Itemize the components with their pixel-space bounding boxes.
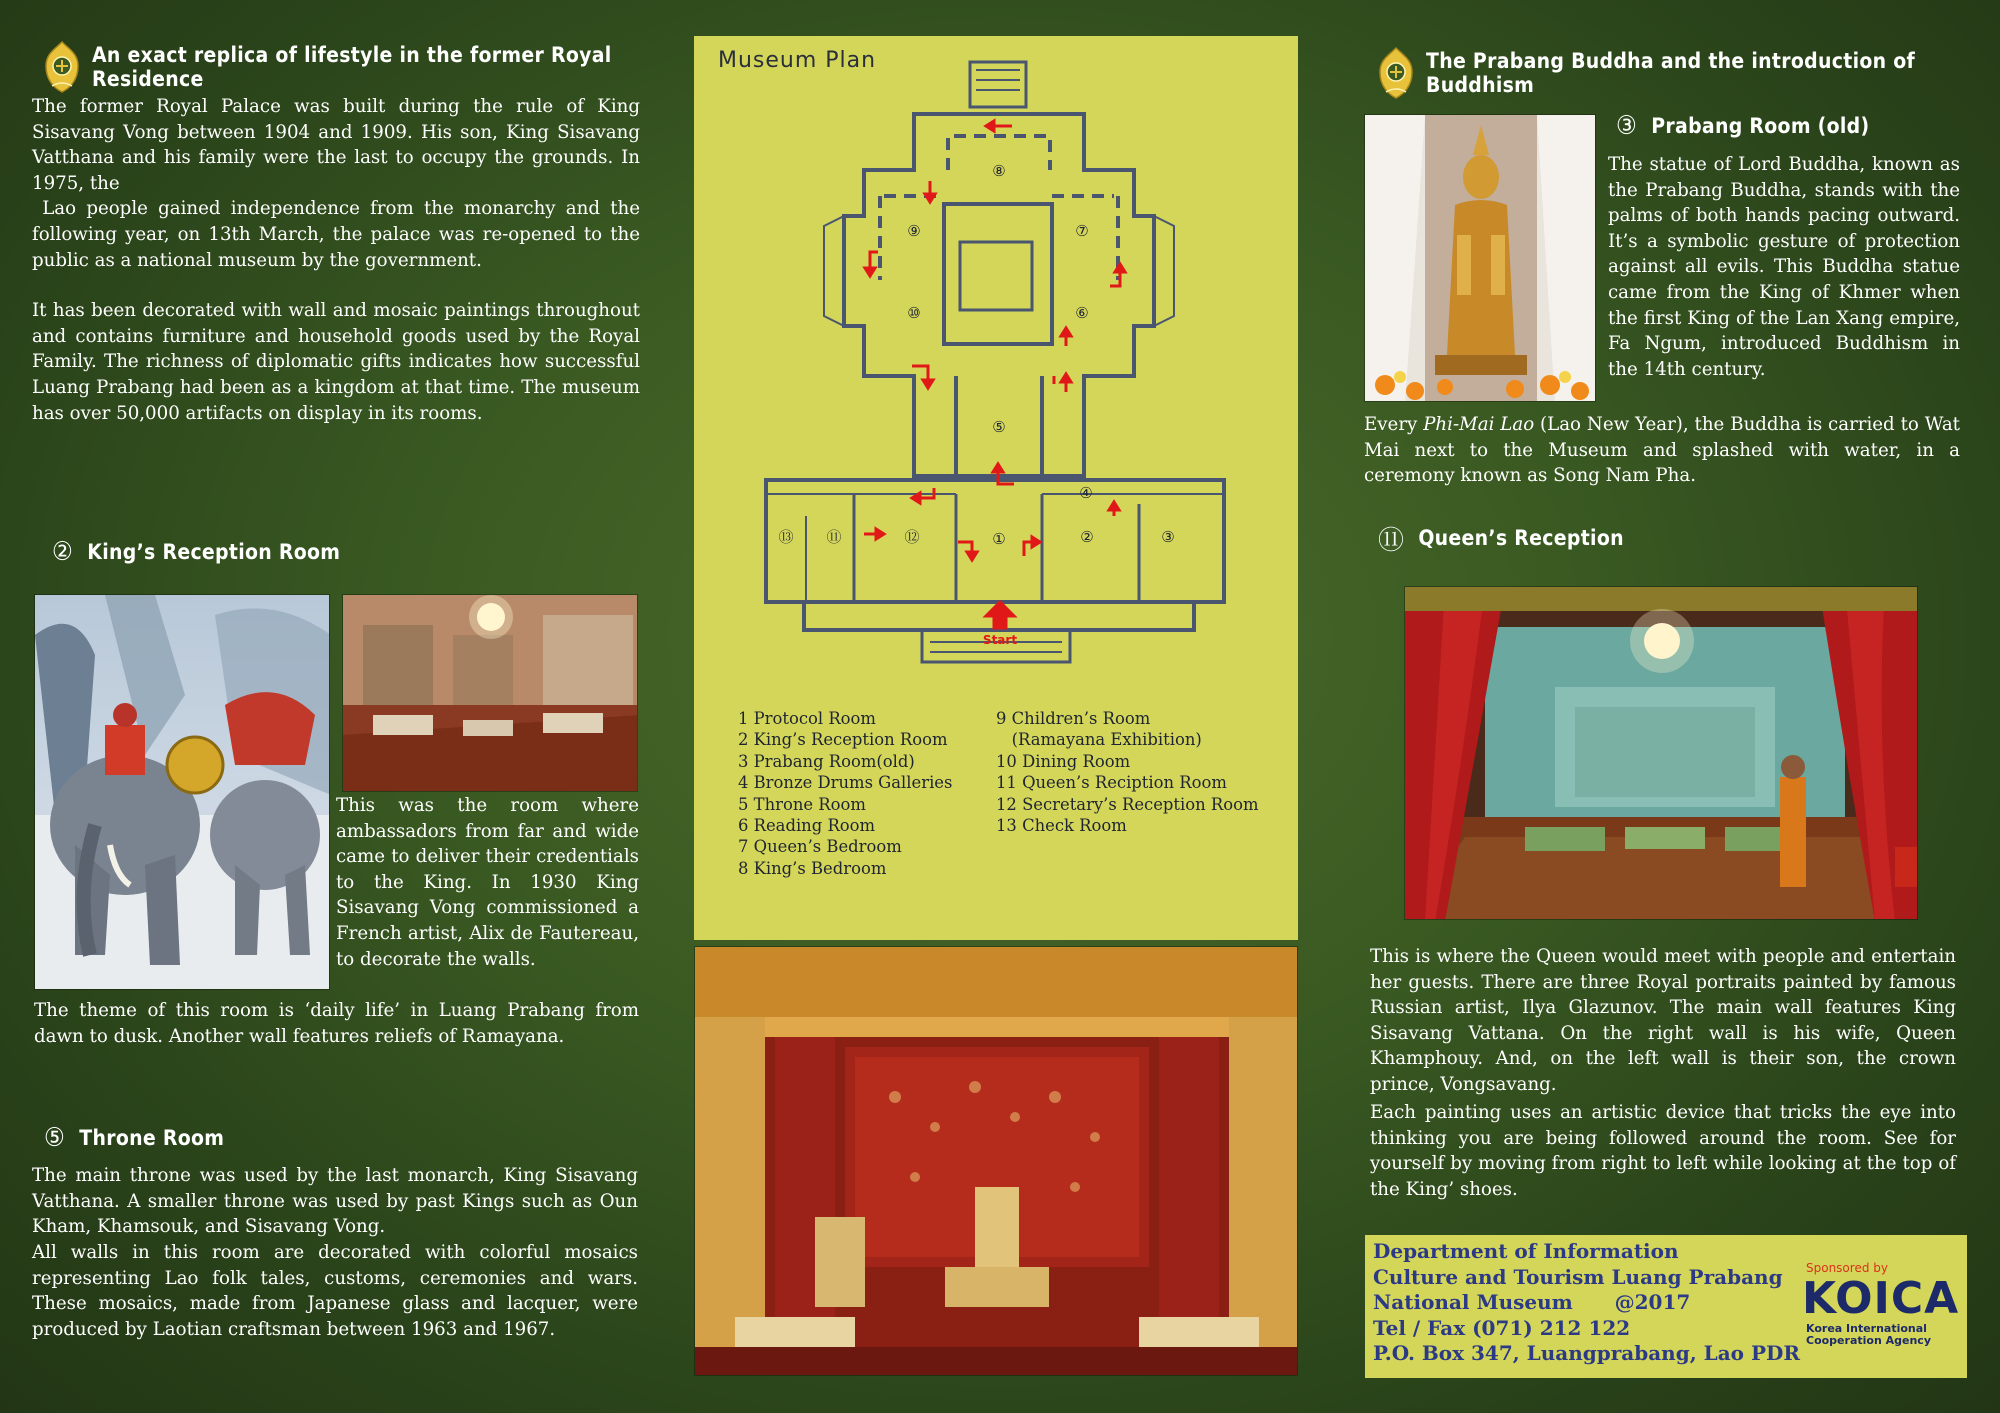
phi-mai-text-pre: Every bbox=[1364, 414, 1424, 435]
royal-paragraph-2: It has been decorated with wall and mosaic paintings throughout and contains furniture and household goods used by the Royal Family. The richness of diplomatic gifts indicates how successful Luang Prabang had been as a kingdom at that time. The museum has over 50,000 artifacts on display in its rooms. bbox=[32, 300, 640, 424]
left-column bbox=[32, 40, 646, 426]
legend-item: 9 Children’s Room bbox=[996, 709, 1151, 728]
address-line: P.O. Box 347, Luangprabang, Lao PDR bbox=[1373, 1341, 1800, 1365]
royal-emblem-icon bbox=[1374, 46, 1418, 100]
sponsored-by-label: Sponsored by bbox=[1806, 1261, 1888, 1275]
department-line: National Museum @2017 bbox=[1373, 1290, 1691, 1314]
legend-item: 1 Protocol Room bbox=[738, 709, 876, 728]
plan-legend-right bbox=[996, 708, 1259, 836]
museum-plan-panel bbox=[694, 36, 1298, 940]
prabang-room-paragraph: The statue of Lord Buddha, known as the Prabang Buddha, stands with the palms of both hands pacing outward. It’s a symbolic gesture of protection against all evils. This Buddha statue came from the King of Khmer when the first King of the Lan Xang empire, Fa Ngum, introduced Buddhism in the 14th century. bbox=[1608, 154, 1960, 380]
queens-reception-heading bbox=[1378, 525, 1624, 556]
plan-room-9: ⑨ bbox=[907, 222, 921, 240]
museum-floor-plan bbox=[694, 36, 1298, 676]
legend-item: 10 Dining Room bbox=[996, 751, 1131, 771]
museum-plan-title: Museum Plan bbox=[718, 48, 877, 73]
throne-room-image bbox=[694, 946, 1298, 1376]
throne-room-paragraph-1: The main throne was used by the last monarch, King Sisavang Vatthana. A smaller throne was used by past Kings such as Oun Kham, Khamsouk, and Sisavang Vong. bbox=[32, 1165, 638, 1238]
koica-logo bbox=[1802, 1273, 1960, 1324]
throne-room-number: ⑤ bbox=[44, 1123, 66, 1153]
legend-item: 12 Secretary’s Reception Room bbox=[996, 794, 1259, 814]
queens-reception-image bbox=[1404, 586, 1918, 920]
throne-room-paragraph-2: All walls in this room are decorated with colorful mosaics representing Lao folk tales, customs, ceremonies and wars. These mosaics, made from Japanese glass and lacquer, were produced by Laotian craftsman between 1963 and 1967. bbox=[32, 1242, 638, 1340]
phi-mai-text-post: (Lao New Year), the Buddha is carried to Wat Mai next to the Museum and splashed with water, in a ceremony known as Song Nam Pha. bbox=[1364, 414, 1960, 487]
kings-reception-paragraph-2: The theme of this room is ‘daily life’ in Luang Prabang from dawn to dusk. Another wall features reliefs of Ramayana. bbox=[34, 1000, 639, 1047]
department-contact-box bbox=[1365, 1235, 1967, 1378]
royal-residence-heading bbox=[40, 40, 640, 94]
plan-room-10: ⑩ bbox=[907, 304, 921, 322]
plan-room-4: ④ bbox=[1079, 484, 1093, 502]
department-line: Department of Information bbox=[1373, 1239, 1679, 1263]
koica-subtitle-line: Cooperation Agency bbox=[1806, 1334, 1931, 1347]
legend-item: 6 Reading Room bbox=[738, 816, 876, 836]
plan-room-5: ⑤ bbox=[992, 418, 1006, 436]
plan-room-7: ⑦ bbox=[1075, 222, 1089, 240]
plan-room-11: ⑪ bbox=[826, 528, 842, 546]
prabang-buddha-heading-text: The Prabang Buddha and the introduction of Buddhism bbox=[1426, 49, 1916, 97]
plan-room-13: ⑬ bbox=[778, 528, 794, 546]
legend-item: 2 King’s Reception Room bbox=[738, 730, 948, 750]
department-line: Culture and Tourism Luang Prabang bbox=[1373, 1264, 1783, 1289]
throne-room-heading-text: Throne Room bbox=[79, 1126, 225, 1150]
legend-item: 11 Queen’s Reciption Room bbox=[996, 773, 1227, 793]
plan-room-12: ⑫ bbox=[904, 528, 920, 546]
legend-item: (Ramayana Exhibition) bbox=[996, 730, 1202, 750]
royal-emblem-icon bbox=[40, 40, 84, 94]
prabang-buddha-heading bbox=[1374, 46, 2000, 100]
plan-room-8: ⑧ bbox=[992, 162, 1006, 180]
prabang-room-heading-text: Prabang Room (old) bbox=[1651, 114, 1870, 138]
koica-subtitle bbox=[1806, 1323, 1952, 1347]
legend-item: 8 King’s Bedroom bbox=[738, 858, 887, 878]
plan-room-2: ② bbox=[1080, 528, 1094, 546]
legend-item: 5 Throne Room bbox=[738, 794, 866, 814]
queens-reception-number: ⑪ bbox=[1378, 525, 1405, 556]
kings-reception-room-image bbox=[342, 594, 638, 792]
queens-reception-paragraph-1: This is where the Queen would meet with people and entertain her guests. There are three Royal portraits painted by famous Russian artist, Ilya Glazunov. The main wall features King Sisavang Vattana. On the right wall is his wife, Queen Khamphouy. And, on the left wall is their son, the crown prince, Vongsavang. bbox=[1370, 946, 1956, 1095]
department-contact-lines bbox=[1373, 1239, 1800, 1367]
sponsor-block bbox=[1802, 1261, 1960, 1347]
throne-room-heading bbox=[44, 1123, 225, 1153]
kings-reception-paragraph-1: This was the room where ambassadors from far and wide came to deliver their credentials to the King. In 1930 King Sisavang Vong commissioned a French artist, Alix de Fautereau, to decorate the walls. bbox=[336, 795, 639, 970]
plan-room-3: ③ bbox=[1161, 528, 1175, 546]
phi-mai-italic: Phi-Mai Lao bbox=[1423, 414, 1535, 435]
legend-item: 4 Bronze Drums Galleries bbox=[738, 773, 953, 793]
legend-item: 13 Check Room bbox=[996, 816, 1127, 836]
kings-reception-number: ② bbox=[52, 537, 74, 567]
prabang-buddha-image bbox=[1364, 114, 1596, 402]
koica-logo-text: KOICA bbox=[1802, 1273, 1960, 1324]
prabang-room-heading bbox=[1616, 111, 1870, 141]
legend-item: 3 Prabang Room(old) bbox=[738, 751, 915, 771]
queens-reception-paragraph-2: Each painting uses an artistic device that tricks the eye into thinking you are being followed around the room. See for yourself by moving from right to left while looking at the top of the King’ shoes. bbox=[1370, 1102, 1956, 1200]
phone-line: Tel / Fax (071) 212 122 bbox=[1373, 1315, 1631, 1340]
royal-residence-heading-text: An exact replica of lifestyle in the former Royal Residence bbox=[92, 43, 612, 91]
kings-reception-heading-text: King’s Reception Room bbox=[87, 540, 341, 564]
plan-room-6: ⑥ bbox=[1075, 304, 1089, 322]
royal-paragraph-1a: The former Royal Palace was built during the rule of King Sisavang Vong between 1904 and 1909. His son, King Sisavang Vatthana and his family were the last to occupy the grounds. In 1975, the bbox=[32, 96, 640, 194]
plan-start-label: Start bbox=[982, 633, 1018, 647]
legend-item: 7 Queen’s Bedroom bbox=[738, 837, 902, 857]
plan-room-1: ① bbox=[992, 530, 1006, 548]
elephant-painting-image bbox=[34, 594, 330, 990]
kings-reception-heading bbox=[52, 537, 341, 567]
royal-paragraph-1b: Lao people gained independence from the monarchy and the following year, on 13th March, the palace was re-opened to the public as a national museum by the government. bbox=[32, 198, 646, 271]
queens-reception-heading-text: Queen’s Reception bbox=[1418, 526, 1624, 550]
prabang-room-number: ③ bbox=[1616, 111, 1638, 141]
phi-mai-paragraph bbox=[1364, 412, 1960, 489]
plan-legend-left bbox=[738, 708, 952, 879]
koica-subtitle-line: Korea International bbox=[1806, 1322, 1927, 1335]
